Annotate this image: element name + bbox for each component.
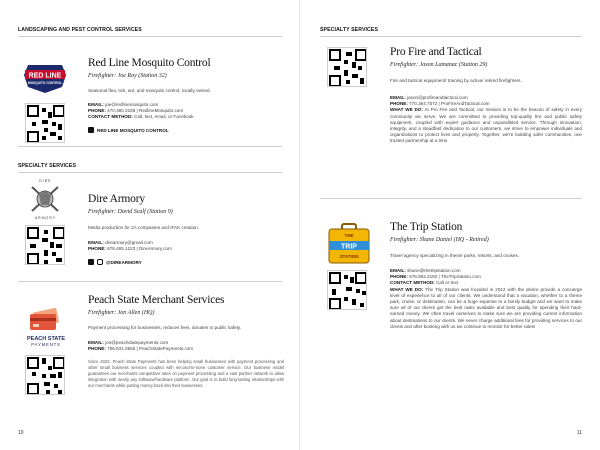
what-we-do-label: WHAT WE DO:	[390, 286, 424, 292]
business-name: Peach State Merchant Services	[88, 294, 225, 306]
phone-label: PHONE:	[88, 346, 106, 352]
section-rule	[18, 172, 282, 173]
section-heading-landscaping: LANDSCAPING AND PEST CONTROL SERVICES	[18, 27, 142, 33]
firefighter-name: Firefighter: Joe Ray (Station 32)	[88, 73, 167, 79]
section-rule	[18, 146, 282, 147]
email-label: EMAIL:	[390, 95, 406, 100]
business-description: Seasonal flea, tick, ant, and mosquito control, locally owned.	[88, 88, 211, 93]
trip-station-logo	[326, 222, 372, 266]
qr-code[interactable]	[25, 225, 65, 265]
contact-method: Call or text	[436, 280, 459, 286]
peach-state-logo	[20, 308, 72, 350]
business-name: Dire Armory	[88, 193, 145, 205]
business-description: Payment processing for businesses, reduces fees, donates to public safety.	[88, 325, 242, 330]
contact-info	[88, 240, 283, 252]
right-page	[300, 0, 600, 450]
what-we-do-text: The Trip Station was founded in 2012 with the desire provide a concierge level of experience to all of our clients. We understand that a vacation, whether to a theme park, cruise, or destination, can be a huge expense to a family budget and we want to make sure all of our clients get the best rates available and best quality for spending their hard-earned money. We often travel ourselves to make sure we are providing current information about destinations to our clients. We never charge additional fees for providing services to our clients and after booking with us we continue to monitor for better rates!	[390, 286, 582, 329]
contact-info	[88, 102, 283, 121]
business-story: Since 2022, Peach State Payments has been helping small businesses with payment processing and other small business services coupled with second-to-none customer service. Our business model guarantees our merchants competitive rates on payment processing and a vast partner network to allow integration with nearly any software/hardware platform. Our goal is to build long-lasting relationships with our merchants while putting money back into their businesses.	[88, 359, 284, 388]
email-label: EMAIL:	[390, 268, 406, 273]
phone-website[interactable]: 470.380.3186 | RedlineMosquito.com	[107, 108, 184, 114]
email-label: EMAIL:	[88, 340, 104, 345]
business-description: Media production for 2A companies and IFAK creation.	[88, 225, 200, 230]
qr-code[interactable]	[25, 355, 65, 395]
phone-website[interactable]: 770.364.7572 | ProFireAndTactical.com	[409, 101, 490, 107]
section-heading-specialty: SPECIALTY SERVICES	[320, 27, 379, 33]
svg-text:PEACH STATE: PEACH STATE	[27, 336, 65, 342]
contact-method: Call, text, email, or Facebook	[134, 114, 194, 120]
email-link[interactable]: jason@profireandtactical.com	[407, 95, 468, 100]
qr-code[interactable]	[25, 103, 65, 143]
business-description: Travel agency specializing in theme parks, resorts, and cruises.	[390, 253, 520, 258]
contact-info	[88, 340, 283, 352]
social-handle[interactable]	[88, 127, 169, 133]
phone-website[interactable]: 678.882.2150 | TheTripStation.com	[409, 274, 481, 280]
svg-text:STATION: STATION	[339, 254, 359, 259]
business-name: Pro Fire and Tactical	[390, 46, 482, 58]
section-rule	[320, 198, 582, 199]
firefighter-name: Firefighter: Jason Lamanac (Station 29)	[390, 62, 488, 68]
business-name: The Trip Station	[390, 221, 463, 233]
youtube-icon	[88, 259, 94, 265]
svg-text:D I R E: D I R E	[39, 179, 51, 183]
email-link[interactable]: jon@peachstatepayments.com	[105, 340, 169, 345]
section-rule	[18, 36, 282, 37]
business-description: Fire and tactical equipment/ training by active/ retired firefighters.	[390, 78, 522, 83]
qr-code[interactable]	[327, 47, 367, 87]
email-link[interactable]: direarmory@gmail.com	[105, 240, 153, 245]
contact-info	[390, 95, 582, 145]
page-number: 10	[18, 430, 24, 436]
email-label: EMAIL:	[88, 102, 104, 107]
business-name: Red Line Mosquito Control	[88, 57, 211, 69]
phone-label: PHONE:	[390, 101, 408, 107]
facebook-icon	[88, 127, 94, 133]
section-heading-specialty: SPECIALTY SERVICES	[18, 163, 77, 169]
social-label: @DIREARMORY	[106, 259, 142, 265]
phone-label: PHONE:	[88, 108, 106, 114]
section-rule	[320, 36, 582, 37]
email-label: EMAIL:	[88, 240, 104, 245]
phone-website[interactable]: 706.631.0565 | PeachStatePayments.com	[107, 346, 194, 352]
social-label: RED LINE MOSQUITO CONTROL	[97, 127, 169, 133]
dire-armory-logo	[22, 177, 68, 221]
svg-text:RED LINE: RED LINE	[28, 72, 62, 80]
phone-website[interactable]: 678.485.1223 | DireArmory.com	[107, 246, 172, 252]
email-link[interactable]: shane@thetripstation.com	[407, 268, 461, 273]
svg-text:TRIP: TRIP	[341, 243, 357, 251]
svg-text:MOSQUITO CONTROL: MOSQUITO CONTROL	[28, 81, 62, 85]
instagram-icon	[97, 259, 103, 265]
what-we-do-text: At Pro Fire and Tactical, our mission is to be the beacon of safety in every community we serve. We are committed to providing top-quality fire and public safety equipment, coupled with expert guidance and unparalleled service. Through innovation, integrity, and a steadfast dedication to our customers, we strive to empower individuals and organizations to protect lives and property. Together, we're building safer communities, one trusted partnership at a time.	[390, 107, 583, 144]
firefighter-name: Firefighter: Jon Allen (HQ)	[88, 310, 155, 316]
svg-text:THE: THE	[344, 233, 354, 238]
phone-label: PHONE:	[88, 246, 106, 252]
svg-text:PAYMENTS: PAYMENTS	[31, 342, 61, 347]
social-handle[interactable]	[88, 259, 142, 265]
qr-code[interactable]	[327, 270, 367, 310]
email-link[interactable]: joe@redlinemosquito.com	[105, 102, 159, 107]
svg-text:A R M O R Y: A R M O R Y	[35, 216, 55, 220]
contact-method-label: CONTACT METHOD:	[88, 114, 133, 120]
phone-label: PHONE:	[390, 274, 408, 280]
contact-info	[390, 268, 582, 330]
what-we-do-label: WHAT WE DO:	[390, 107, 423, 113]
red-line-logo	[22, 60, 68, 96]
page-number: 11	[576, 430, 582, 436]
firefighter-name: Firefighter: David Scalf (Station 9)	[88, 209, 173, 215]
section-rule	[18, 281, 282, 282]
firefighter-name: Firefighter: Shane Daniel (HQ - Retired)	[390, 237, 489, 243]
contact-method-label: CONTACT METHOD:	[390, 280, 435, 286]
